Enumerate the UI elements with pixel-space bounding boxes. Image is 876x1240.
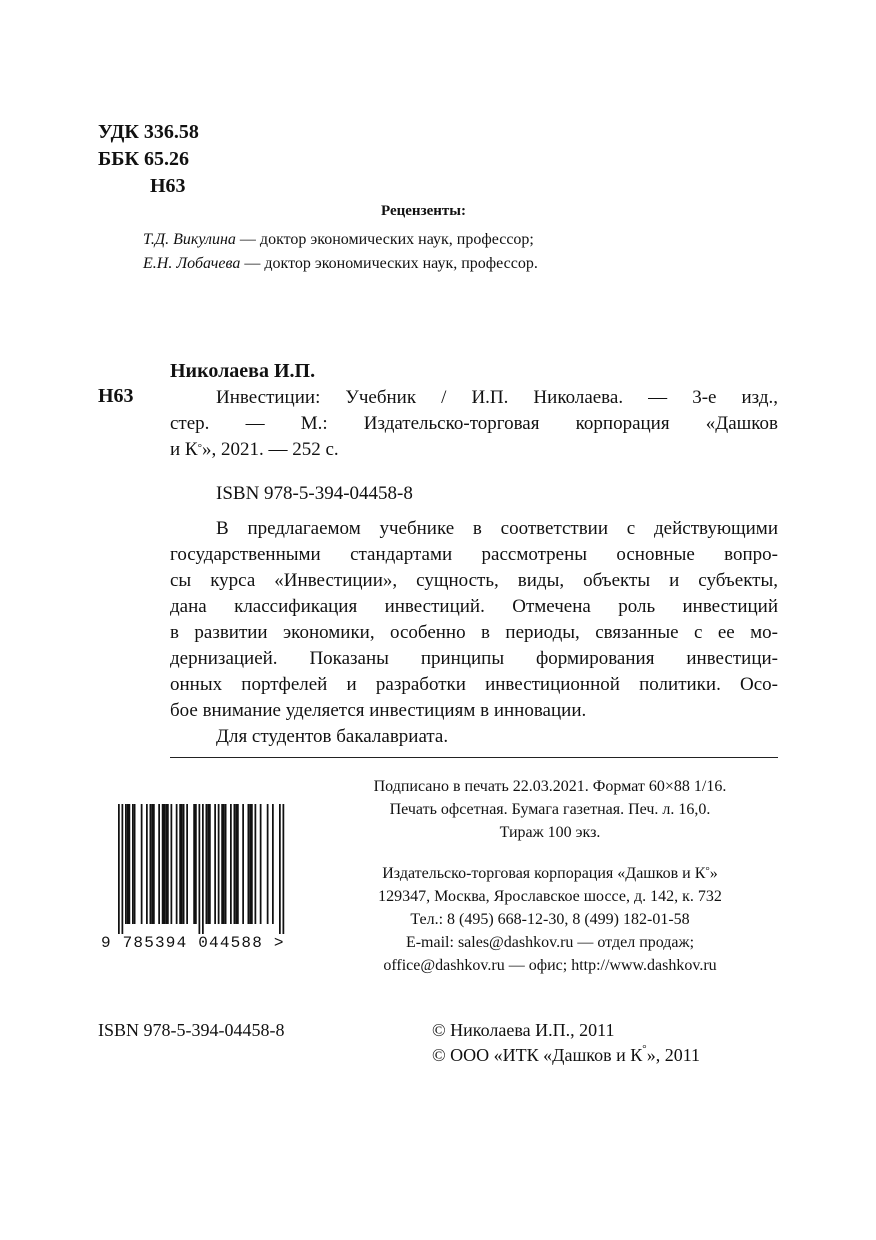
publisher-office: office@dashkov.ru — офис; http://www.dashkov.ru xyxy=(383,957,717,974)
annotation-audience: Для студентов бакалавриата. xyxy=(216,726,449,747)
annotation-line-2: государственными стандартами рассмотрены основные вопро- xyxy=(170,544,778,565)
barcode-bar xyxy=(199,804,201,934)
reviewer-1-desc: — доктор экономических наук, профессор; xyxy=(235,231,534,248)
reviewer-1-name: Т.Д. Викулина xyxy=(143,231,236,248)
publisher-name xyxy=(325,862,775,885)
annotation-line-4: дана классификация инвестиций. Отмечена роль инвестиций xyxy=(170,596,778,617)
publisher-address: 129347, Москва, Ярославское шоссе, д. 142, к. 732 xyxy=(378,888,722,905)
annotation-line-6: дернизацией. Показаны принципы формирования инвестици- xyxy=(170,648,778,669)
imprint-line-3: Тираж 100 экз. xyxy=(499,824,601,841)
barcode-bar xyxy=(279,804,281,934)
barcode-bar xyxy=(230,804,232,924)
bbk-code: ББК 65.26 xyxy=(98,148,189,170)
barcode-bar xyxy=(150,804,152,924)
author-mark-top: Н63 xyxy=(150,175,186,197)
bib-line-2: стер. — М.: Издательско-торговая корпорация «Дашков xyxy=(170,413,778,434)
barcode-bar xyxy=(122,804,124,934)
barcode-bar xyxy=(214,804,216,924)
barcode-bar xyxy=(193,804,195,924)
barcode-bar xyxy=(209,804,211,924)
barcode-bar xyxy=(183,804,185,924)
barcode-bar xyxy=(186,804,188,924)
barcode-bar xyxy=(283,804,285,934)
bib-line-3-pre: и К xyxy=(170,439,198,460)
barcode-bar xyxy=(162,804,164,924)
copyright-author: © Николаева И.П., 2011 xyxy=(432,1020,615,1040)
divider-rule xyxy=(170,757,778,758)
degree-sign: ° xyxy=(197,442,202,454)
imprint-line-1: Подписано в печать 22.03.2021. Формат 60×88 1/16. xyxy=(373,778,727,795)
udk-code: УДК 336.58 xyxy=(98,121,199,143)
bib-line-3 xyxy=(170,437,778,463)
copyright-degree-sign: ° xyxy=(642,1043,647,1055)
annotation-line-8: бое внимание уделяется инвестициям в инновации. xyxy=(170,700,587,721)
barcode-bar xyxy=(158,804,160,924)
reviewer-2-name: Е.Н. Лобачева xyxy=(143,255,241,272)
annotation-line-3: сы курса «Инвестиции», сущность, виды, объекты и субъекты, xyxy=(170,570,778,591)
annotation-line-7: онных портфелей и разработки инвестиционной политики. Осо- xyxy=(170,674,778,695)
barcode-bar xyxy=(207,804,209,924)
publisher-email: E-mail: sales@dashkov.ru — отдел продаж; xyxy=(405,934,695,951)
barcode-bar xyxy=(267,804,269,924)
barcode-bar xyxy=(255,804,257,924)
barcode-bar xyxy=(242,804,244,924)
publisher-phone: Тел.: 8 (495) 668-12-30, 8 (499) 182-01-58 xyxy=(410,911,690,928)
barcode-bar xyxy=(202,804,204,934)
copyright-publisher-pre: © ООО «ИТК «Дашков и К xyxy=(432,1045,643,1065)
reviewers-heading: Рецензенты: xyxy=(381,203,466,219)
author-name: Николаева И.П. xyxy=(170,360,316,382)
bib-isbn: ISBN 978-5-394-04458-8 xyxy=(216,483,413,504)
reviewer-2 xyxy=(143,255,538,273)
annotation-line-5: в развитии экономики, особенно в периоды, связанные с ее мо- xyxy=(170,622,778,643)
annotation-line-1: В предлагаемом учебнике в соответствии с действующими xyxy=(216,518,778,539)
barcode-digits: 9 785394 044588 > xyxy=(101,934,285,952)
barcode-bar xyxy=(118,804,120,934)
copyright-publisher-post: », 2011 xyxy=(646,1045,701,1065)
barcode-bar xyxy=(218,804,220,924)
barcode-bar xyxy=(249,804,251,924)
footer-isbn: ISBN 978-5-394-04458-8 xyxy=(98,1020,285,1040)
barcode-bar xyxy=(235,804,237,924)
bib-line-3-post: », 2021. — 252 с. xyxy=(202,439,339,460)
barcode-bar xyxy=(234,804,236,924)
barcode-bar xyxy=(146,804,148,924)
barcode-bar xyxy=(167,804,169,924)
barcode-bar xyxy=(153,804,155,924)
barcode-bar xyxy=(127,804,129,924)
barcode-bar xyxy=(223,804,225,924)
reviewer-2-desc: — доктор экономических наук, профессор. xyxy=(240,255,538,272)
barcode-bar xyxy=(176,804,178,924)
barcode-bar xyxy=(151,804,153,924)
barcode-bar xyxy=(237,804,239,924)
barcode-bar xyxy=(132,804,134,924)
barcode-bar xyxy=(225,804,227,924)
publisher-name-pre: Издательско-торговая корпорация «Дашков и К xyxy=(382,865,706,882)
barcode-bar xyxy=(251,804,253,924)
isbn-barcode xyxy=(100,804,300,934)
barcode-bar xyxy=(141,804,143,924)
barcode-bar xyxy=(248,804,250,924)
bib-line-1: Инвестиции: Учебник / И.П. Николаева. — 3-е изд., xyxy=(216,387,778,408)
imprint-line-2: Печать офсетная. Бумага газетная. Печ. л. 16,0. xyxy=(389,801,711,818)
barcode-bar xyxy=(134,804,136,924)
barcode-bar xyxy=(125,804,127,924)
copyright-publisher xyxy=(432,1045,700,1066)
barcode-bar xyxy=(206,804,208,924)
barcode-bar xyxy=(171,804,173,924)
barcode-bar xyxy=(221,804,223,924)
author-mark: Н63 xyxy=(98,385,134,407)
barcode-bar xyxy=(260,804,262,924)
barcode-bar xyxy=(181,804,183,924)
barcode-bar xyxy=(165,804,167,924)
reviewer-1 xyxy=(143,231,534,249)
barcode-bar xyxy=(272,804,274,924)
barcode-bar xyxy=(164,804,166,924)
barcode-bar xyxy=(129,804,131,924)
publisher-degree-sign: ° xyxy=(705,865,710,877)
publisher-name-post: » xyxy=(709,865,718,882)
barcode-bar xyxy=(179,804,181,924)
barcode-bar xyxy=(195,804,197,924)
